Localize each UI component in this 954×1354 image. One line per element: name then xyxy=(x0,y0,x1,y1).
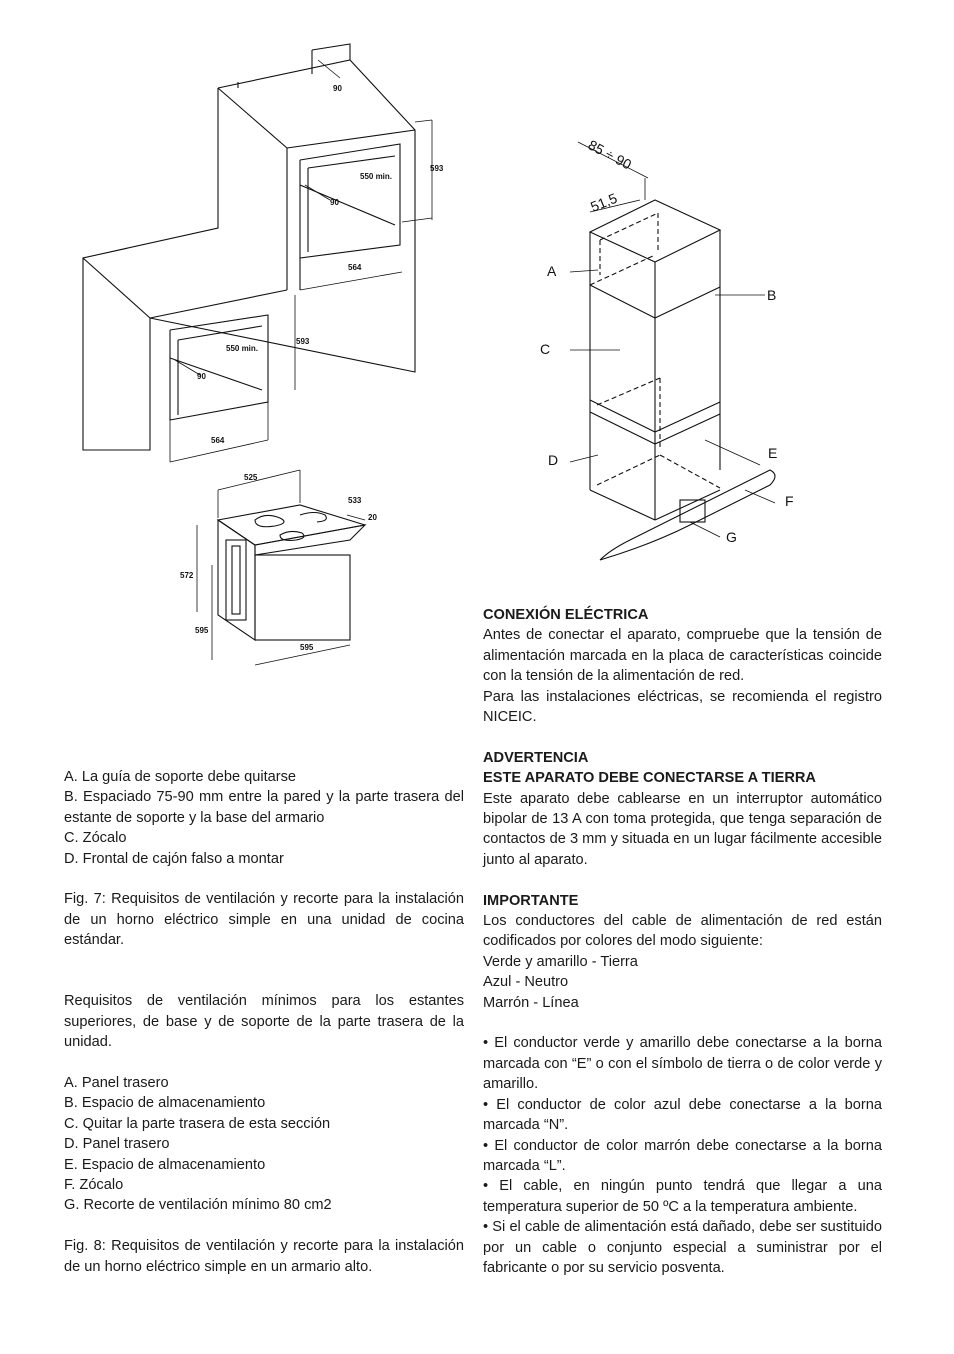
fig7-caption: Fig. 7: Requisitos de ventilación y recorte para la instalación de un horno eléctrico simple en una unidad de cocina estándar. xyxy=(64,891,464,949)
ventilation-intro: Requisitos de ventilación mínimos para los estantes superiores, de base y de soporte de la parte trasera de la unidad. xyxy=(64,993,464,1051)
dim-51-5: 51,5 xyxy=(588,189,620,215)
legend2-e: E. Espacio de almacenamiento xyxy=(64,1156,266,1173)
legend1-b: B. Espaciado 75-90 mm entre la pared y la parte trasera del estante de soporte y la base del armario xyxy=(64,789,464,826)
dim-lower-550: 550 min. xyxy=(226,344,259,353)
bullet-temperature: • El cable, en ningún punto tendrá que llegar a una temperatura superior de 50 ºC a la temperatura ambiente. xyxy=(483,1178,882,1215)
fig7-kitchen-unit-diagram xyxy=(60,40,460,470)
conexion-p2: Para las instalaciones eléctricas, se recomienda el registro NICEIC. xyxy=(483,688,882,726)
legend2-c: C. Quitar la parte trasera de esta sección xyxy=(64,1115,331,1132)
dim-upper-90: 90 xyxy=(330,198,339,207)
left-text-column xyxy=(64,767,464,1277)
dim-533: 533 xyxy=(348,496,362,505)
label-g: G xyxy=(726,529,737,545)
legend2-f: F. Zócalo xyxy=(64,1177,124,1194)
dim-20: 20 xyxy=(368,513,377,522)
bullet-earth: • El conductor verde y amarillo debe conectarse a la borna marcada con “E” o con el símbolo de tierra o de color verde y amarillo. xyxy=(483,1035,882,1093)
legend1-d: D. Frontal de cajón falso a montar xyxy=(64,850,284,867)
color-earth: Verde y amarillo - Tierra xyxy=(483,953,638,970)
label-d: D xyxy=(548,452,559,468)
legend2-a: A. Panel trasero xyxy=(64,1075,169,1092)
bullet-damaged-cable: • Si el cable de alimentación está dañado, debe ser sustituido por un cable o conjunto especial a suministrar por el fabricante o por su servicio posventa. xyxy=(483,1219,882,1276)
dim-upper-550: 550 min. xyxy=(360,172,393,181)
right-text-column xyxy=(483,605,882,1278)
dim-595-h: 595 xyxy=(195,626,209,635)
fig8-tall-cabinet-diagram xyxy=(540,125,810,585)
bullet-line: • El conductor de color marrón debe conectarse a la borna marcada “L”. xyxy=(483,1137,882,1174)
label-a: A xyxy=(547,263,557,279)
importante-title: IMPORTANTE xyxy=(483,892,579,909)
tierra-title: ESTE APARATO DEBE CONECTARSE A TIERRA xyxy=(483,770,816,787)
dim-upper-564: 564 xyxy=(348,263,362,272)
dim-lower-593: 593 xyxy=(296,337,310,346)
advertencia-title: ADVERTENCIA xyxy=(483,749,589,766)
importante-paragraph: Los conductores del cable de alimentación de red están codificados por colores del modo siguiente: xyxy=(483,913,882,950)
bullet-neutral: • El conductor de color azul debe conectarse a la borna marcada “N”. xyxy=(483,1096,882,1134)
legend2-g: G. Recorte de ventilación mínimo 80 cm2 xyxy=(64,1197,332,1214)
dim-top-90: 90 xyxy=(333,84,342,93)
dim-572: 572 xyxy=(180,571,194,580)
oven-dimensions-diagram xyxy=(170,460,390,670)
conexion-title: CONEXIÓN ELÉCTRICA xyxy=(483,607,649,623)
label-c: C xyxy=(540,341,551,357)
dim-85-90: 85 ÷ 90 xyxy=(585,136,635,173)
label-e: E xyxy=(768,445,778,461)
legend2-d: D. Panel trasero xyxy=(64,1136,170,1153)
legend1-a: A. La guía de soporte debe quitarse xyxy=(64,769,297,785)
color-line: Marrón - Línea xyxy=(483,994,579,1011)
dim-595-w: 595 xyxy=(300,643,314,652)
label-b: B xyxy=(767,287,777,303)
legend2-b: B. Espacio de almacenamiento xyxy=(64,1095,266,1112)
color-neutral: Azul - Neutro xyxy=(483,974,569,991)
label-f: F xyxy=(785,493,794,509)
conexion-p1: Antes de conectar el aparato, compruebe que la tensión de alimentación marcada en la placa de características coincide con la tensión de la alimentación de red. xyxy=(483,627,882,685)
dim-lower-564: 564 xyxy=(211,436,225,445)
dim-upper-593: 593 xyxy=(430,164,444,173)
fig8-caption: Fig. 8: Requisitos de ventilación y recorte para la instalación de un horno eléctrico simple en un armario alto. xyxy=(64,1238,464,1275)
tierra-paragraph: Este aparato debe cablearse en un interruptor automático bipolar de 13 A con toma protegida, que tenga separación de contactos de 3 mm y situada en un lugar fácilmente accesible junto al aparato. xyxy=(483,790,882,868)
dim-525: 525 xyxy=(244,473,258,482)
legend1-c: C. Zócalo xyxy=(64,830,127,847)
dim-lower-90: 90 xyxy=(197,372,206,381)
